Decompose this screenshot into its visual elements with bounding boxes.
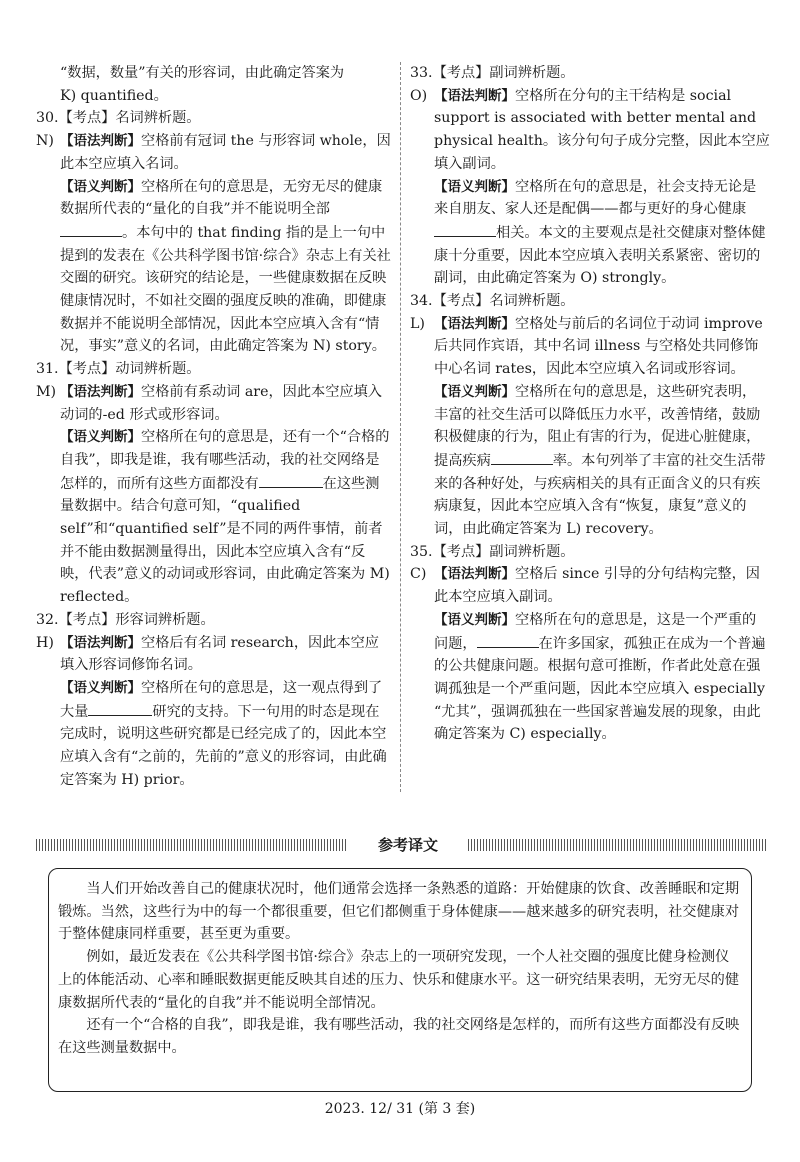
q32-grammar-body: [60, 632, 391, 677]
q30-number: 30.: [36, 110, 59, 127]
q32-grammar: [36, 632, 391, 677]
question-32: [36, 609, 391, 792]
translation-paragraph: 当人们开始改善自己的健康状况时，他们通常会选择一条熟悉的道路：开始健康的饮食、改善睡眠和定期锻炼。当然，这些行为中的每一个都很重要，但它们都侧重于身体健康——越来越多的研究表明，社交健康对于整体健康同样重要，甚至更为重要。: [58, 881, 740, 943]
q30-grammar-body: [60, 130, 391, 175]
q33-number: 33.: [410, 65, 433, 81]
q35-semantic-text-2: 在许多国家，孤独正在成为一个普遍的公共健康问题。根据句意可推断，作者此处意在强调孤独是一个严重问题，因此本空应填入 especially “尤其”，强调孤独在一些国家普遍发展的现象，由此确定答案为 C) especially。: [434, 635, 766, 743]
q30-grammar: [36, 130, 391, 175]
question-30: [36, 107, 391, 358]
grammar-tag: 【语法判断】: [434, 87, 515, 104]
left-column: [36, 62, 391, 792]
column-divider: [400, 62, 401, 792]
q34-answer-letter: L): [410, 315, 425, 332]
grammar-tag: 【语法判断】: [434, 315, 515, 332]
q35-semantic-text-1: 空格所在句的意思是，这是一个严重的问题，: [434, 611, 757, 652]
answer-blank: [491, 449, 553, 465]
q33-head: 【考点】副词辨析题。: [432, 65, 575, 81]
answer-blank: [477, 632, 539, 648]
q35-grammar: [410, 563, 770, 608]
q34-semantic-text-2: 率。本句列举了丰富的社交生活带来的各种好处，与疾病相关的具有正面含义的只有疾病康复，因此本空应填入含有“恢复，康复”意义的词，由此确定答案为 L) recovery。: [434, 452, 766, 538]
semantic-tag: 【语义判断】: [434, 611, 515, 628]
q34-heading: [410, 290, 770, 313]
q33-semantic-text-1: 空格所在句的意思是，社会支持无论是来自朋友、家人还是配偶——都与更好的身心健康: [434, 178, 757, 218]
continuation-line-1: “数据，数量”有关的形容词，由此确定答案为: [60, 65, 345, 81]
q33-answer-letter: O): [410, 87, 428, 104]
decorative-hatch-right: [468, 839, 768, 851]
question-33: [410, 62, 770, 290]
q35-grammar-body: [434, 563, 770, 608]
answer-blank: [60, 221, 122, 237]
q33-semantic-text-2: 相关。本文的主要观点是社交健康对整体健康十分重要，因此本空应填入表明关系紧密、密切的副词，由此确定答案为 O) strongly。: [434, 224, 766, 287]
q31-grammar-text: 空格前有系动词 are，因此本空应填入动词的-ed 形式或形容词。: [60, 383, 382, 423]
q35-head: 【考点】副词辨析题。: [432, 543, 575, 560]
q32-grammar-text: 空格后有名词 research，因此本空应填入形容词修饰名词。: [60, 634, 379, 674]
q32-semantic-text-1: 空格所在句的意思是，这一观点得到了大量: [60, 679, 383, 720]
translation-paragraph: 还有一个“合格的自我”，即我是谁，我有哪些活动，我的社交网络是怎样的，而所有这些方面都没有反映在这些测量数据中。: [58, 1017, 740, 1056]
continuation-text: [36, 62, 391, 107]
page-footer: 2023. 12/ 31 (第 3 套): [324, 1101, 476, 1117]
semantic-tag: 【语义判断】: [434, 383, 515, 400]
continuation-line-2: K) quantified。: [60, 87, 168, 104]
q31-grammar-body: [60, 381, 391, 426]
q30-grammar-text: 空格前有冠词 the 与形容词 whole，因此本空应填入名词。: [60, 133, 391, 172]
q33-heading: [410, 62, 770, 85]
q30-answer-letter: N): [36, 133, 54, 150]
q30-semantic: [36, 176, 391, 359]
q33-grammar-text: 空格所在分句的主干结构是 social support is associated with better mental and physical health。该分句句子成分完整，因此本空应填入副词。: [434, 87, 770, 172]
q31-semantic-text-2: 在这些测量数据中。结合句意可知，“qualified self”和“quantified self”是不同的两件事情，前者并不能由数据测量得出，因此本空应填入含有“反映，代表”意义的动词或形容词，由此确定答案为 M) reflected。: [60, 475, 390, 606]
q30-heading: [36, 107, 391, 130]
grammar-tag: 【语法判断】: [60, 133, 141, 150]
q35-grammar-text: 空格后 since 引导的分句结构完整，因此本空应填入副词。: [434, 566, 760, 606]
q31-head: 【考点】动词辨析题。: [58, 361, 201, 378]
q32-head: 【考点】形容词辨析题。: [58, 611, 215, 628]
q33-grammar: [410, 85, 770, 176]
q31-semantic-text-1: 空格所在句的意思是，还有一个“合格的自我”，即我是谁，我有哪些活动，我的社交网络是怎样的，而所有这些方面都没有: [60, 429, 390, 492]
right-column: [410, 62, 770, 746]
q31-number: 31.: [36, 361, 59, 378]
section-header: [36, 834, 768, 856]
q31-semantic: [36, 426, 391, 609]
q34-semantic-text-1: 空格所在句的意思是，这些研究表明，丰富的社交生活可以降低压力水平，改善情绪，鼓励积极健康的行为，阻止有害的行为，促进心脏健康，提高疾病: [434, 383, 761, 469]
q33-grammar-body: [434, 85, 770, 176]
question-31: [36, 358, 391, 609]
decorative-hatch-left: [36, 839, 348, 851]
answer-blank: [88, 700, 152, 716]
translation-paragraph: 例如，最近发表在《公共科学图书馆·综合》杂志上的一项研究发现，一个人社交圈的强度比健身检测仪上的体能活动、心率和睡眠数据更能反映其自述的压力、快乐和健康水平。这一研究结果表明，无穷无尽的健康数据所代表的“量化的自我”并不能说明全部情况。: [58, 949, 740, 1011]
question-35: [410, 541, 770, 746]
semantic-tag: 【语义判断】: [60, 178, 141, 195]
q32-semantic-text-2: 研究的支持。下一句用的时态是现在完成时，说明这些研究都是已经完成了的，因此本空应填入含有“之前的，先前的”意义的形容词，由此确定答案为 H) prior。: [60, 703, 387, 788]
q30-semantic-text-2: 。本句中的 that finding 指的是上一句中提到的发表在《公共科学图书馆·综合》杂志上有关社交圈的研究。该研究的结论是，一些健康数据在反映健康情况时，不如社交圈的强度反映的准确，即健康数据并不能说明全部情况，因此本空应填入含有“情况，事实”意义的名词，由此确定答案为 N) story。: [60, 224, 391, 355]
section-title: 参考译文: [377, 836, 438, 854]
q35-number: 35.: [410, 543, 433, 560]
grammar-tag: 【语法判断】: [434, 566, 515, 583]
grammar-tag: 【语法判断】: [60, 634, 141, 651]
q30-semantic-text-1: 空格所在句的意思是，无穷无尽的健康数据所代表的“量化的自我”并不能说明全部: [60, 178, 383, 218]
answer-blank: [434, 221, 496, 237]
q30-head: 【考点】名词辨析题。: [58, 110, 201, 127]
q34-grammar-text: 空格处与前后的名词位于动词 improve 后共同作宾语，其中名词 illness 与空格处共同修饰中心名词 rates，因此本空应填入名词或形容词。: [434, 315, 763, 378]
q32-number: 32.: [36, 611, 59, 628]
q35-semantic: [410, 609, 770, 746]
q35-answer-letter: C): [410, 566, 427, 583]
q34-semantic: [410, 381, 770, 541]
grammar-tag: 【语法判断】: [60, 383, 141, 400]
semantic-tag: 【语义判断】: [434, 178, 515, 195]
q32-semantic: [36, 677, 391, 792]
q31-answer-letter: M): [36, 383, 57, 400]
q33-semantic: [410, 176, 770, 291]
q31-heading: [36, 358, 391, 381]
q32-answer-letter: H): [36, 634, 54, 651]
q34-number: 34.: [410, 293, 433, 310]
translation-content: [58, 878, 740, 1060]
q32-heading: [36, 609, 391, 632]
question-34: [410, 290, 770, 541]
q35-heading: [410, 541, 770, 564]
semantic-tag: 【语义判断】: [60, 429, 141, 446]
q31-grammar: [36, 381, 391, 426]
semantic-tag: 【语义判断】: [60, 679, 141, 696]
answer-blank: [259, 472, 323, 488]
q34-grammar: [410, 313, 770, 381]
q34-head: 【考点】名词辨析题。: [432, 293, 575, 310]
q34-grammar-body: [434, 313, 770, 381]
